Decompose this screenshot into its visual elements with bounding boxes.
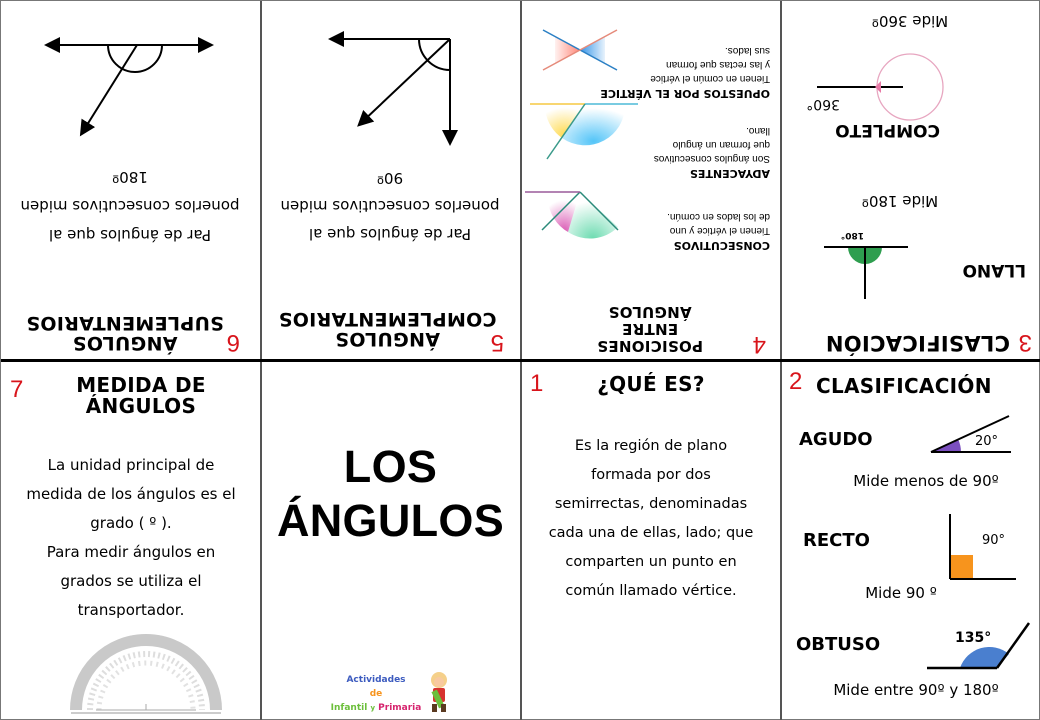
vertical-angles-diagram [535, 30, 625, 70]
card-number: 7 [10, 376, 24, 403]
svg-text:360°: 360° [806, 96, 840, 112]
svg-text:135°: 135° [955, 630, 992, 646]
card-cover [261, 362, 520, 720]
card-complementarios [261, 1, 520, 360]
adjacent-angles-diagram [525, 104, 640, 164]
card-title: ÁNGULOS COMPLEMENTARIOS [278, 308, 497, 350]
cover-title: LOS ÁNGULOS [276, 441, 505, 546]
card-title: ¿QUÉ ES? [597, 372, 705, 396]
card-number: 3 [1018, 329, 1032, 356]
card-clasificacion-1 [781, 362, 1040, 720]
full-angle-diagram [790, 40, 950, 120]
card-title: CLASIFICACIÓN [816, 374, 992, 398]
posicion-adyacentes-text: Son ángulos consecutivos que forman un ángulo llano. [653, 125, 770, 164]
obtuso-desc: Mide entre 90º y 180º [833, 681, 999, 699]
card-number: 4 [752, 331, 766, 358]
card-title: MEDIDA DE ÁNGULOS [76, 373, 206, 418]
card-text: Es la región de plano formada por dos semirrectas, denominadas cada una de ellas, lado; que comparten un punto en común llamado vértice. [548, 438, 754, 599]
recto-label: RECTO [803, 530, 870, 551]
card-number: 1 [530, 370, 544, 397]
svg-text:180°: 180° [840, 230, 864, 240]
card-posiciones [521, 1, 780, 360]
posicion-opuestos-title: OPUESTOS POR EL VÉRTICE [600, 87, 770, 100]
card-title: ÁNGULOS SUPLEMENTARIOS [26, 312, 224, 354]
posicion-opuestos-text: Tienen en común el vértice y las rectas que forman sus lados. [650, 45, 770, 84]
card-clasificacion-2 [781, 1, 1040, 360]
completo-desc: Mide 360º [871, 12, 949, 30]
recto-desc: Mide 90 º [865, 584, 937, 602]
posicion-consecutivos-text: Tienen el vértice y uno de los lados en común. [667, 211, 770, 236]
agudo-desc: Mide menos de 90º [853, 472, 999, 490]
llano-label: LLANO [962, 260, 1026, 280]
card-suplementarios [1, 1, 260, 360]
acute-angle-diagram [929, 414, 1019, 454]
completo-label: COMPLETO [835, 120, 940, 140]
agudo-label: AGUDO [799, 429, 873, 450]
svg-text:20°: 20° [975, 434, 999, 449]
obtuse-angle-diagram [925, 618, 1035, 673]
card-text: La unidad principal de medida de los ángulos es el grado ( º ). Para medir ángulos en grados se utiliza el transportador. [26, 456, 236, 619]
posicion-adyacentes-title: ADYACENTES [689, 167, 770, 180]
card-number: 6 [226, 329, 240, 356]
card-text: Par de ángulos que al ponerlos consecutivos miden 180º [20, 168, 240, 244]
posicion-consecutivos-title: CONSECUTIVOS [673, 239, 770, 252]
card-number: 5 [490, 329, 504, 356]
mascot-girl-icon [424, 670, 454, 715]
consecutive-angles-diagram [521, 182, 630, 242]
card-text: Par de ángulos que al ponerlos consecutivos miden 90º [280, 169, 500, 243]
card-que-es [521, 362, 780, 720]
straight-angle-diagram [816, 225, 916, 305]
card-number: 2 [789, 368, 803, 395]
obtuso-label: OBTUSO [796, 634, 881, 655]
card-title: CLASIFICACIÓN [825, 331, 1010, 355]
right-angle-diagram [946, 512, 1026, 584]
complementary-angles-diagram [261, 1, 520, 360]
card-title: POSICIONES ENTRE ÁNGULOS [596, 303, 704, 355]
card-medida [1, 362, 260, 720]
supplementary-angles-diagram [1, 1, 260, 360]
publisher-logo: Actividades de Infantil y Primaria [330, 675, 422, 713]
protractor-image [71, 634, 221, 714]
llano-desc: Mide 180º [861, 192, 939, 210]
svg-text:90°: 90° [982, 533, 1006, 548]
